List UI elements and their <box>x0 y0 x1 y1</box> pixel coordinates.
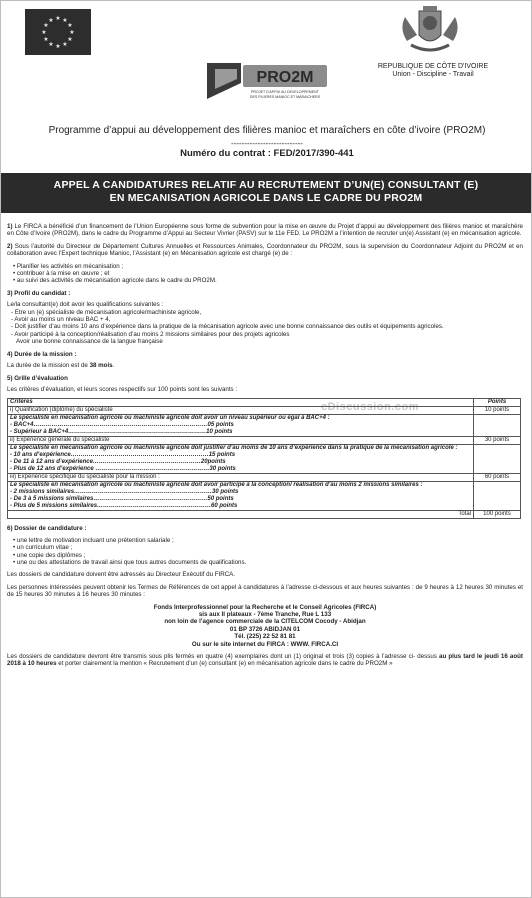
watermark: cDiscussion.com <box>321 401 419 413</box>
list-item: • une lettre de motivation incluant une prétention salariale ; <box>13 536 174 544</box>
points-cell-empty <box>474 445 521 474</box>
final-pre: Les dossiers de candidature devront être transmis sous plis fermés en quatre (4) exemplaires dont un (1) original et trois (3) copies à l’adresse ci- dessus <box>7 653 440 660</box>
total-points: 100 points <box>474 511 521 519</box>
svg-text:★: ★ <box>67 36 73 43</box>
deadline: au plus tard le jeudi 16 août 2018 à 10 heures <box>7 653 523 668</box>
criteria-detail-cell <box>8 445 474 474</box>
points-cell-empty <box>474 415 521 437</box>
criteria-option: - Plus de 12 ans d’expérience …………………………………………………30 points <box>10 466 236 473</box>
eu-flag-icon <box>25 9 91 55</box>
tasks-list <box>7 263 523 285</box>
criteria-option: - BAC+4……………………………………………………………………………05 points <box>10 422 234 429</box>
list-item: • au suivi des activités de mécanisation agricole dans le cadre du PRO2M. <box>13 277 217 285</box>
list-item: - Avoir participé à la conception/réalisation d’au moins 2 missions similaires pour des projets agricoles <box>11 330 290 338</box>
table-row <box>8 445 521 474</box>
column-header-criteria: Critères <box>8 399 474 407</box>
table-row <box>8 399 521 407</box>
announcement-banner <box>1 173 531 213</box>
svg-text:★: ★ <box>55 43 61 50</box>
duration-text <box>7 362 523 369</box>
logo-text: PRO2M <box>256 69 314 86</box>
duration-post: . <box>112 362 115 370</box>
svg-text:★: ★ <box>69 29 75 36</box>
criteria-option: - 10 ans d’expérience……………………………………………………………15 points <box>10 452 236 459</box>
criteria-description: Le spécialiste en mécanisation agricole ou machiniste agricole doit justifier d’au moins de 10 ans d’expérience dans la pratique de la mécanisation agricole : <box>10 445 458 452</box>
list-item: - Avoir au moins un niveau BAC + 4, <box>11 316 111 324</box>
banner-line-2: EN MECANISATION AGRICOLE DANS LE CADRE DU PRO2M <box>109 192 423 204</box>
table-row <box>8 407 521 415</box>
criteria-description: Le spécialiste en mécanisation agricole ou machiniste agricole doit avoir un niveau supérieur ou égal à BAC+4 : <box>10 415 330 422</box>
criteria-detail-cell <box>8 482 474 511</box>
svg-text:★: ★ <box>67 22 73 29</box>
republic-header <box>353 63 513 79</box>
list-item: • une copie des diplômes ; <box>13 551 86 559</box>
terms-text: Les personnes intéressées peuvent obtenir les Termes de Références de cet appel à candidatures à l’adresse ci-dessous et aux heures suivantes : de 9 heures à 12 heures 30 minutes et de 15 heures 30 minutes à 16 heures 30 minutes : <box>7 583 523 599</box>
svg-text:★: ★ <box>43 22 49 29</box>
criteria-cell: iii) Expérience spécifique du spécialiste pour la mission : <box>8 474 474 482</box>
total-label: Total <box>8 511 474 519</box>
table-row <box>8 474 521 482</box>
table-row <box>8 415 521 437</box>
title-separator: --------------------------- <box>231 139 303 148</box>
list-item: • un curriculum vitae ; <box>13 544 73 552</box>
program-title: Programme d’appui au développement des filières manioc et maraîchers en côte d’ivoire (PRO2M) <box>48 125 486 136</box>
svg-text:★: ★ <box>62 41 68 48</box>
address-line: 01 BP 3726 ABIDJAN 01 <box>229 625 301 633</box>
list-item: Avoir une bonne connaissance de la langue française <box>16 338 163 346</box>
final-instructions <box>7 653 523 668</box>
paragraph-2-number: 2) <box>7 242 13 250</box>
addressed-text: Les dossiers de candidature doivent être adressés au Directeur Exécutif du FIRCA. <box>7 571 236 579</box>
svg-text:★: ★ <box>55 15 61 22</box>
logo-subtitle-2: DES FILIERES MANIOC ET MARAICHERS <box>249 95 321 99</box>
paragraph-2 <box>7 243 523 258</box>
dossier-list <box>7 537 523 567</box>
criteria-option: - Plus de 5 missions similaires…………………………………………………60 points <box>10 503 238 510</box>
final-post: et porter clairement la mention « Recrutement d’un (e) consultant (e) en mécanisation agricole dans le cadre du PRO2M » <box>56 660 393 668</box>
profile-list <box>7 309 523 346</box>
address-line: Ou sur le site internet du FIRCA : WWW. FIRCA.CI <box>191 640 339 648</box>
pro2m-logo <box>201 59 333 105</box>
criteria-option: - De 11 à 12 ans d’expérience………………………………………………20points <box>10 459 226 466</box>
paragraph-1-number: 1) <box>7 223 13 230</box>
points-cell-empty <box>474 482 521 511</box>
column-header-points: Points <box>474 399 521 407</box>
address-line: Tél. (225) 22 52 81 81 <box>234 633 296 641</box>
duration-value: 38 mois <box>89 362 113 370</box>
criteria-cell: ii) Expérience générale du spécialiste <box>8 437 474 445</box>
document-body <box>7 223 523 673</box>
paragraph-2-text: Sous l’autorité du Directeur de Département Cultures Annuelles et Ressources Animales, Coordonnateur du PRO2M, sous la supervision du Coordonnateur Adjoint du PRO2M et en collaboration avec l’Expert technique Manioc, l’Assistant (e) en Mécanisation agricole est chargé (e) de : <box>7 242 523 258</box>
table-row <box>8 482 521 511</box>
republic-motto: Union - Discipline - Travail <box>392 71 474 78</box>
list-item: - Doit justifier d’au moins 10 ans d’expérience dans la pratique de la mécanisation agricole avec une bonne connaissance des outils et équipements agricoles. <box>11 323 444 331</box>
section-heading-dossier: 6) Dossier de candidature : <box>7 525 87 533</box>
section-heading-profile: 3) Profil du candidat : <box>7 289 71 297</box>
criteria-option: - De 3 à 5 missions similaires…………………………………………………50 points <box>10 496 234 503</box>
coat-of-arms-icon <box>397 5 463 57</box>
svg-text:★: ★ <box>41 29 47 36</box>
address-line: non loin de l’agence commerciale de la CITELCOM Cocody - Abidjan <box>164 618 366 626</box>
republic-name: REPUBLIQUE DE CÔTE D'IVOIRE <box>377 63 489 70</box>
criteria-cell: i) Qualification (diplôme) du spécialiste <box>8 407 474 415</box>
points-cell: 30 points <box>474 437 521 445</box>
paragraph-1 <box>7 223 523 238</box>
evaluation-grid-table <box>7 398 521 519</box>
profile-intro: Le/la consultant(e) doit avoir les qualifications suivantes : <box>7 301 164 309</box>
logo-subtitle-1: PROJET D'APPUI AU DEVELOPPEMENT <box>251 90 319 94</box>
duration-pre: La durée de la mission est de <box>7 362 90 370</box>
svg-text:★: ★ <box>48 41 54 48</box>
criteria-option: - Supérieur à BAC+4……………………………………………………………10 points <box>10 429 233 436</box>
address-line: Fonds Interprofessionnel pour la Recherche et le Conseil Agricoles (FIRCA) <box>153 603 377 611</box>
criteria-option: - 2 missions similaires……………………………………………………………30 points <box>10 489 239 496</box>
list-item: • Planifier les activités en mécanisation ; <box>13 262 124 270</box>
address-line: sis aux II plateaux - 7ème Tranche, Rue L 133 <box>198 610 332 618</box>
table-row <box>8 511 521 519</box>
paragraph-1-text: Le FIRCA a bénéficié d’un financement de l’Union Européenne sous forme de subvention pour la mise en œuvre du Projet d’appui au développement des filières manioc et maraîchère en Côte d’Ivoire (PRO2M), dans le cadre du Programme d’Appui au Secteur Vivrier (PASV) sur le 11e FED. Le PRO2M a l’intention de recruter un(e) Assistant (e) en mécanisation agricole. <box>7 223 523 238</box>
contract-number: Numéro du contrat : FED/2017/390-441 <box>180 148 354 159</box>
criteria-description: Le spécialiste en mécanisation agricole ou machiniste agricole doit avoir participé à la conception/ réalisation d’au moins 2 missions similaires : <box>10 482 423 489</box>
svg-text:★: ★ <box>48 17 54 24</box>
firca-address <box>7 604 523 648</box>
list-item: - Etre un (e) spécialiste de mécanisation agricole/machiniste agricole, <box>11 308 202 316</box>
section-heading-duration: 4) Durée de la mission : <box>7 350 77 358</box>
section-heading-grid: 5) Grille d’évaluation <box>7 374 68 382</box>
list-item: • une ou des attestations de travail ainsi que tous autres documents de qualifications. <box>13 558 247 566</box>
svg-text:★: ★ <box>62 17 68 24</box>
list-item: • contribuer à la mise en œuvre ; et <box>13 270 110 278</box>
criteria-detail-cell <box>8 415 474 437</box>
svg-text:★: ★ <box>43 36 49 43</box>
points-cell: 10 points <box>474 407 521 415</box>
points-cell: 60 points <box>474 474 521 482</box>
grid-intro: Les critères d’évaluation, et leurs scores respectifs sur 100 points sont les suivants : <box>7 385 238 393</box>
table-row <box>8 437 521 445</box>
banner-line-1: APPEL A CANDIDATURES RELATIF AU RECRUTEMENT D’UN(E) CONSULTANT (E) <box>53 179 479 191</box>
